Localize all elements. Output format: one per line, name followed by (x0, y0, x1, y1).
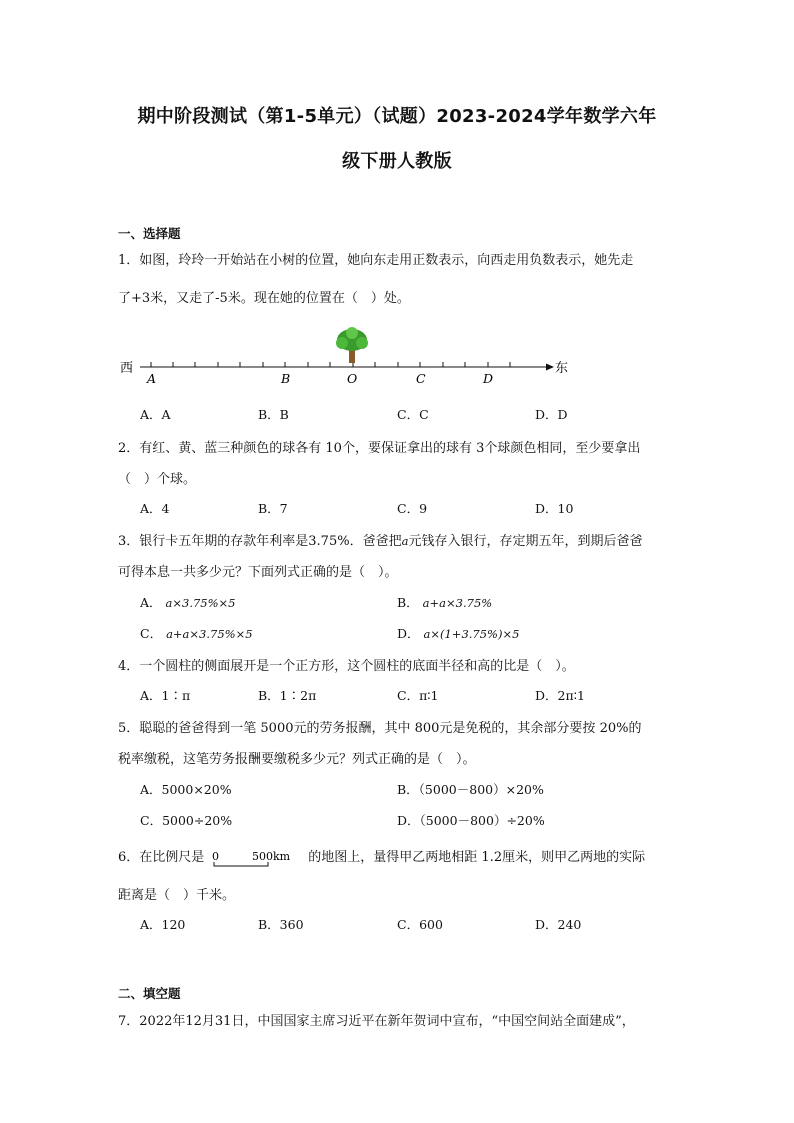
section-heading-choice: 一、选择题 (118, 226, 181, 241)
tick-marks (151, 362, 510, 367)
q3-line-1-end: 元钱存入银行，存定期五年，到期后爸爸 (408, 534, 643, 549)
q2-option-d[interactable]: D．10 (535, 501, 574, 516)
q5-option-b[interactable]: B．（5000－800）×20% (397, 782, 544, 797)
q3-option-d[interactable] (397, 624, 519, 642)
q3-option-c[interactable] (140, 624, 253, 642)
title-line-1: 期中阶段测试（第1-5单元）（试题）2023-2024学年数学六年 (137, 106, 657, 127)
section-heading-fill: 二、填空题 (118, 986, 181, 1001)
scale-end-label: 500km (252, 849, 291, 863)
q6-line-2: 距离是（ ）千米。 (118, 888, 236, 903)
point-label-d: D (483, 371, 494, 386)
q3-option-a[interactable] (140, 593, 236, 611)
q2-option-c[interactable]: C．9 (397, 501, 428, 516)
q1-line-2: 了+3米，又走了-5米。现在她的位置在（ ）处。 (118, 291, 410, 306)
tree-icon (336, 327, 368, 363)
q2-line-1: 2．有红、黄、蓝三种颜色的球各有 10个，要保证拿出的球有 3个球颜色相同，至少要拿出 (118, 441, 641, 456)
q2-line-2: （ ）个球。 (118, 472, 197, 487)
number-line-svg (118, 327, 588, 389)
number-line-figure (118, 327, 588, 393)
q6-line-1-start: 6．在比例尺是 (118, 850, 205, 865)
q3-line-1 (118, 530, 642, 549)
q6-line-1 (118, 846, 645, 867)
q3-line-2: 可得本息一共多少元？下面列式正确的是（ ）。 (118, 565, 398, 580)
scale-bar (210, 849, 302, 867)
q1-option-c[interactable]: C．C (397, 407, 429, 422)
q2-option-b[interactable]: B．7 (258, 501, 288, 516)
q3-option-d-letter: D． (397, 626, 420, 641)
q4-option-d[interactable]: D．2π∶1 (535, 688, 585, 703)
title-line-2: 级下册人教版 (342, 151, 452, 172)
q3-option-b-letter: B． (397, 595, 419, 610)
east-label: 东 (555, 361, 569, 376)
q3-option-c-letter: C． (140, 626, 163, 641)
q3-option-d-expr: a×(1+3.75%)×5 (423, 627, 520, 641)
q4-line-1: 4．一个圆柱的侧面展开是一个正方形，这个圆柱的底面半径和高的比是（ ）。 (118, 659, 575, 674)
q3-option-b[interactable] (397, 593, 492, 611)
q3-option-c-expr: a+a×3.75%×5 (166, 627, 253, 641)
q1-line-1: 1．如图，玲玲一开始站在小树的位置，她向东走用正数表示，向西走用负数表示，她先走 (118, 253, 634, 268)
q5-line-2: 税率缴税，这笔劳务报酬要缴税多少元？列式正确的是（ ）。 (118, 752, 476, 767)
q2-option-a[interactable]: A．4 (140, 501, 170, 516)
point-label-b: B (281, 371, 291, 386)
q1-option-a[interactable]: A．A (140, 407, 171, 422)
q5-option-d[interactable]: D．（5000－800）÷20% (397, 813, 545, 828)
q6-option-b[interactable]: B．360 (258, 917, 304, 932)
q5-option-a[interactable]: A．5000×20% (140, 782, 232, 797)
scale-start-label: 0 (212, 849, 220, 863)
point-label-o: O (347, 371, 358, 386)
q1-option-b[interactable]: B．B (258, 407, 289, 422)
q7-line-1: 7．2022年12月31日，中国国家主席习近平在新年贺词中宣布，“中国空间站全面建成”， (118, 1014, 635, 1029)
q3-option-b-expr: a+a×3.75% (422, 596, 493, 610)
q5-option-c[interactable]: C．5000÷20% (140, 813, 233, 828)
q3-variable-a: a (401, 534, 409, 548)
q6-option-d[interactable]: D．240 (535, 917, 582, 932)
q6-line-1-end: 的地图上，量得甲乙两地相距 1.2厘米，则甲乙两地的实际 (308, 850, 646, 865)
q3-option-a-expr: a×3.75%×5 (165, 596, 236, 610)
q4-option-c[interactable]: C．π∶1 (397, 688, 439, 703)
west-label: 西 (120, 361, 134, 376)
point-label-a: A (147, 371, 157, 386)
q4-option-b[interactable]: B．1∶2π (258, 688, 317, 703)
point-label-c: C (416, 371, 426, 386)
q6-option-a[interactable]: A．120 (140, 917, 186, 932)
axis-arrow-icon (546, 364, 554, 371)
q3-line-1-start: 3．银行卡五年期的存款年利率是3.75%．爸爸把 (118, 534, 402, 549)
q6-option-c[interactable]: C．600 (397, 917, 443, 932)
q3-option-a-letter: A． (140, 595, 162, 610)
q4-option-a[interactable]: A．1∶π (140, 688, 191, 703)
q5-line-1: 5．聪聪的爸爸得到一笔 5000元的劳务报酬，其中 800元是免税的，其余部分要按 20%的 (118, 721, 642, 736)
q1-option-d[interactable]: D．D (535, 407, 568, 422)
